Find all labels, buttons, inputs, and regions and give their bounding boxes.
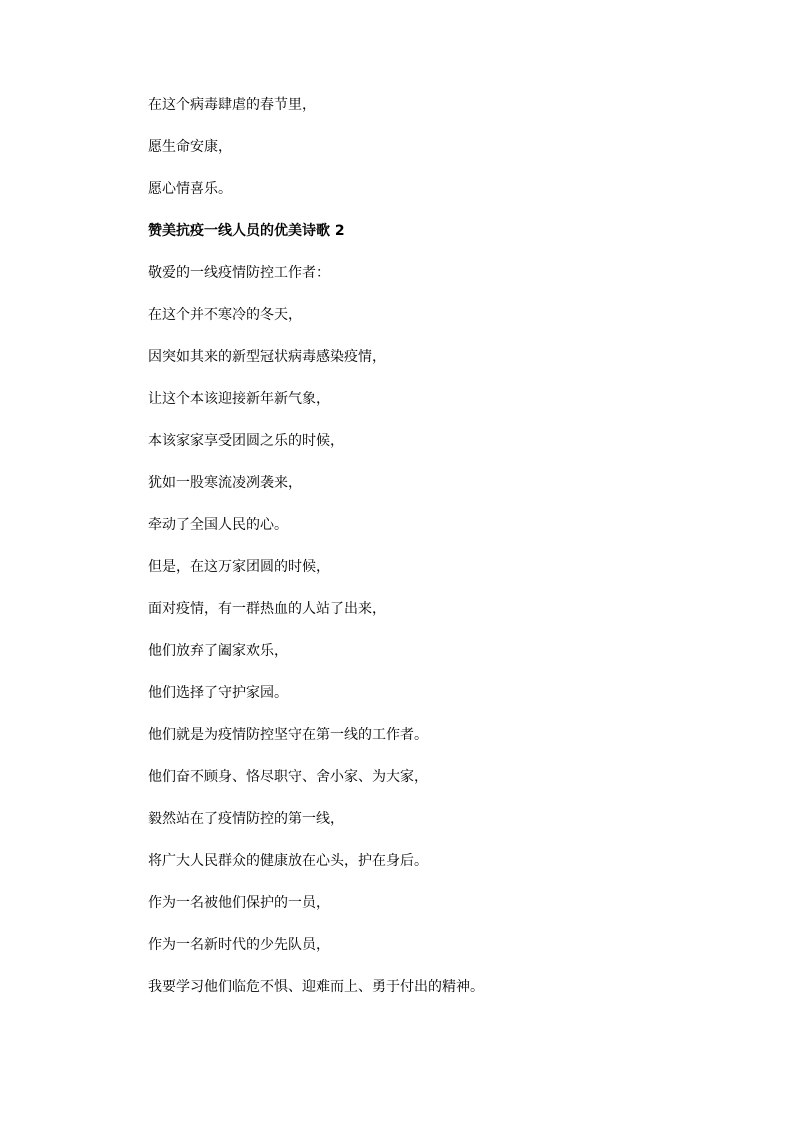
poem-line: 将广大人民群众的健康放在心头，护在身后。: [148, 853, 428, 869]
poem-line: 他们就是为疫情防控坚守在第一线的工作者。: [148, 727, 428, 743]
poem-line: 作为一名新时代的少先队员，: [148, 937, 330, 953]
poem-line: 让这个本该迎接新年新气象，: [148, 391, 330, 407]
poem-line: 他们奋不顾身、恪尽职守、舍小家、为大家，: [148, 769, 428, 785]
poem-line: 愿生命安康，: [148, 139, 232, 155]
poem-line: 本该家家享受团圆之乐的时候，: [148, 433, 344, 449]
poem-line: 因突如其来的新型冠状病毒感染疫情，: [148, 349, 386, 365]
poem-line: 我要学习他们临危不惧、迎难而上、勇于付出的精神。: [148, 979, 484, 995]
poem-line: 愿心情喜乐。: [148, 181, 232, 197]
poem-line: 面对疫情，有一群热血的人站了出来，: [148, 601, 386, 617]
poem-line: 毅然站在了疫情防控的第一线，: [148, 811, 344, 827]
poem-line: 在这个并不寒冷的冬天，: [148, 307, 302, 323]
poem-line: 他们选择了守护家园。: [148, 685, 288, 701]
poem-line: 在这个病毒肆虐的春节里，: [148, 97, 316, 113]
poem-line: 敬爱的一线疫情防控工作者：: [148, 265, 330, 281]
poem-line: 但是，在这万家团圆的时候，: [148, 559, 330, 575]
poem-heading: 赞美抗疫一线人员的优美诗歌 2: [148, 223, 345, 239]
poem-line: 他们放弃了阖家欢乐，: [148, 643, 288, 659]
poem-line: 犹如一股寒流凌冽袭来，: [148, 475, 302, 491]
poem-line: 作为一名被他们保护的一员，: [148, 895, 330, 911]
poem-line: 牵动了全国人民的心。: [148, 517, 288, 533]
